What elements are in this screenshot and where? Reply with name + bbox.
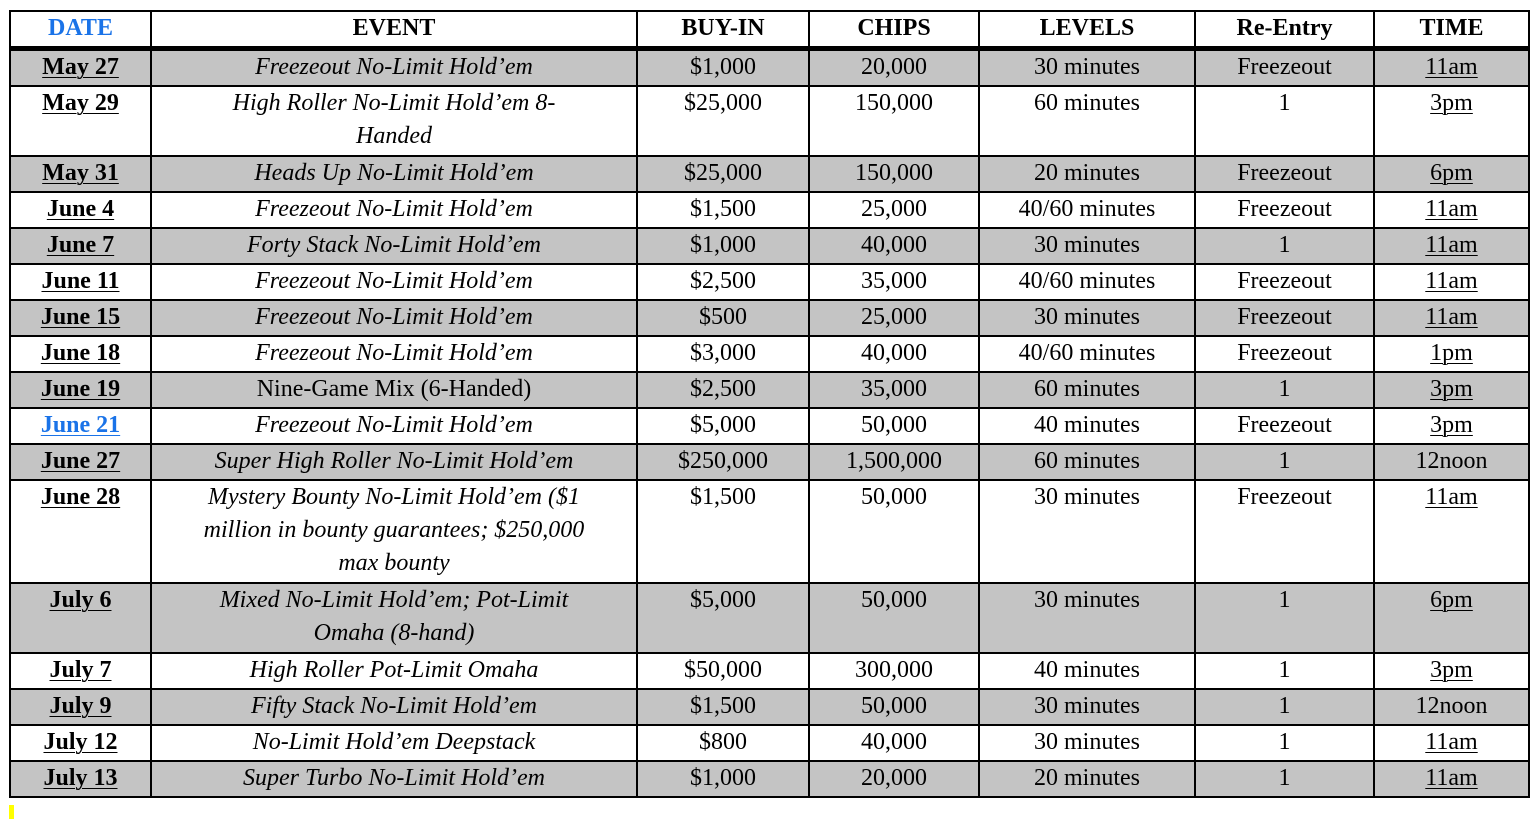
buyin-cell: $1,500 (637, 192, 809, 228)
event-cell: Heads Up No-Limit Hold’em (151, 156, 637, 192)
chips-cell: 40,000 (809, 725, 979, 761)
reentry-cell: Freezeout (1195, 408, 1374, 444)
chips-cell: 25,000 (809, 300, 979, 336)
buyin-cell: $2,500 (637, 372, 809, 408)
levels-cell: 30 minutes (979, 725, 1195, 761)
chips-cell: 35,000 (809, 264, 979, 300)
time-cell: 3pm (1374, 86, 1529, 156)
time-cell: 11am (1374, 480, 1529, 583)
levels-cell: 40 minutes (979, 653, 1195, 689)
header-row (10, 11, 1529, 49)
table-row (10, 86, 1529, 156)
table-row (10, 689, 1529, 725)
buyin-cell: $1,500 (637, 480, 809, 583)
table-row (10, 156, 1529, 192)
time-cell: 1pm (1374, 336, 1529, 372)
chips-cell: 150,000 (809, 156, 979, 192)
date-cell: May 29 (10, 86, 151, 156)
table-row (10, 228, 1529, 264)
buyin-cell: $25,000 (637, 86, 809, 156)
buyin-cell: $250,000 (637, 444, 809, 480)
levels-cell: 40 minutes (979, 408, 1195, 444)
event-cell: High Roller Pot-Limit Omaha (151, 653, 637, 689)
date-cell: June 7 (10, 228, 151, 264)
levels-cell: 40/60 minutes (979, 264, 1195, 300)
date-cell: July 9 (10, 689, 151, 725)
time-cell: 11am (1374, 761, 1529, 797)
time-cell: 11am (1374, 264, 1529, 300)
date-cell: May 27 (10, 49, 151, 87)
chips-cell: 40,000 (809, 336, 979, 372)
buyin-cell: $3,000 (637, 336, 809, 372)
text-cursor-highlight (9, 805, 14, 819)
chips-cell: 25,000 (809, 192, 979, 228)
date-cell: June 4 (10, 192, 151, 228)
reentry-cell: Freezeout (1195, 49, 1374, 87)
event-cell: High Roller No-Limit Hold’em 8-Handed (151, 86, 637, 156)
table-row (10, 480, 1529, 583)
time-cell: 3pm (1374, 372, 1529, 408)
reentry-cell: 1 (1195, 689, 1374, 725)
reentry-cell: Freezeout (1195, 192, 1374, 228)
time-cell: 3pm (1374, 408, 1529, 444)
reentry-cell: 1 (1195, 444, 1374, 480)
event-cell: Forty Stack No-Limit Hold’em (151, 228, 637, 264)
reentry-cell: 1 (1195, 86, 1374, 156)
table-row (10, 444, 1529, 480)
date-cell: July 6 (10, 583, 151, 653)
event-cell: Freezeout No-Limit Hold’em (151, 408, 637, 444)
levels-cell: 30 minutes (979, 689, 1195, 725)
chips-cell: 20,000 (809, 49, 979, 87)
reentry-cell: 1 (1195, 761, 1374, 797)
header-event: EVENT (151, 11, 637, 49)
header-levels: LEVELS (979, 11, 1195, 49)
levels-cell: 60 minutes (979, 444, 1195, 480)
date-cell: June 19 (10, 372, 151, 408)
table-row (10, 264, 1529, 300)
event-cell: Mystery Bounty No-Limit Hold’em ($1 million in bounty guarantees; $250,000 max bounty (151, 480, 637, 583)
date-cell: July 7 (10, 653, 151, 689)
date-cell: June 21 (10, 408, 151, 444)
levels-cell: 20 minutes (979, 761, 1195, 797)
date-cell: June 11 (10, 264, 151, 300)
levels-cell: 30 minutes (979, 583, 1195, 653)
buyin-cell: $5,000 (637, 408, 809, 444)
header-reentry: Re-Entry (1195, 11, 1374, 49)
time-cell: 11am (1374, 725, 1529, 761)
date-cell: June 18 (10, 336, 151, 372)
reentry-cell: Freezeout (1195, 156, 1374, 192)
time-cell: 11am (1374, 228, 1529, 264)
event-cell: Freezeout No-Limit Hold’em (151, 336, 637, 372)
levels-cell: 40/60 minutes (979, 336, 1195, 372)
reentry-cell: 1 (1195, 228, 1374, 264)
levels-cell: 30 minutes (979, 480, 1195, 583)
chips-cell: 50,000 (809, 408, 979, 444)
buyin-cell: $50,000 (637, 653, 809, 689)
buyin-cell: $25,000 (637, 156, 809, 192)
time-cell: 3pm (1374, 653, 1529, 689)
table-row (10, 336, 1529, 372)
chips-cell: 1,500,000 (809, 444, 979, 480)
buyin-cell: $1,500 (637, 689, 809, 725)
levels-cell: 30 minutes (979, 300, 1195, 336)
table-row (10, 192, 1529, 228)
levels-cell: 20 minutes (979, 156, 1195, 192)
buyin-cell: $500 (637, 300, 809, 336)
table-row (10, 725, 1529, 761)
table-row (10, 372, 1529, 408)
date-cell: June 15 (10, 300, 151, 336)
event-cell: Super Turbo No-Limit Hold’em (151, 761, 637, 797)
reentry-cell: Freezeout (1195, 336, 1374, 372)
table-row (10, 300, 1529, 336)
buyin-cell: $2,500 (637, 264, 809, 300)
levels-cell: 60 minutes (979, 372, 1195, 408)
levels-cell: 60 minutes (979, 86, 1195, 156)
table-row (10, 653, 1529, 689)
time-cell: 11am (1374, 49, 1529, 87)
chips-cell: 40,000 (809, 228, 979, 264)
date-cell: June 28 (10, 480, 151, 583)
reentry-cell: Freezeout (1195, 480, 1374, 583)
levels-cell: 40/60 minutes (979, 192, 1195, 228)
levels-cell: 30 minutes (979, 49, 1195, 87)
chips-cell: 35,000 (809, 372, 979, 408)
chips-cell: 50,000 (809, 480, 979, 583)
chips-cell: 20,000 (809, 761, 979, 797)
tournament-schedule-table (9, 10, 1530, 798)
reentry-cell: Freezeout (1195, 264, 1374, 300)
event-cell: Freezeout No-Limit Hold’em (151, 300, 637, 336)
event-cell: Freezeout No-Limit Hold’em (151, 192, 637, 228)
buyin-cell: $800 (637, 725, 809, 761)
reentry-cell: 1 (1195, 725, 1374, 761)
buyin-cell: $1,000 (637, 761, 809, 797)
event-cell: Freezeout No-Limit Hold’em (151, 264, 637, 300)
reentry-cell: Freezeout (1195, 300, 1374, 336)
header-buyin: BUY-IN (637, 11, 809, 49)
table-row (10, 49, 1529, 87)
date-cell: June 27 (10, 444, 151, 480)
reentry-cell: 1 (1195, 372, 1374, 408)
event-cell: No-Limit Hold’em Deepstack (151, 725, 637, 761)
reentry-cell: 1 (1195, 583, 1374, 653)
header-time: TIME (1374, 11, 1529, 49)
time-cell: 11am (1374, 300, 1529, 336)
chips-cell: 50,000 (809, 689, 979, 725)
header-date: DATE (10, 11, 151, 49)
buyin-cell: $5,000 (637, 583, 809, 653)
table-row (10, 761, 1529, 797)
date-cell: July 12 (10, 725, 151, 761)
chips-cell: 50,000 (809, 583, 979, 653)
date-cell: July 13 (10, 761, 151, 797)
buyin-cell: $1,000 (637, 228, 809, 264)
time-cell: 12noon (1374, 689, 1529, 725)
event-cell: Mixed No-Limit Hold’em; Pot-Limit Omaha (8-hand) (151, 583, 637, 653)
buyin-cell: $1,000 (637, 49, 809, 87)
time-cell: 11am (1374, 192, 1529, 228)
event-cell: Nine-Game Mix (6-Handed) (151, 372, 637, 408)
date-cell: May 31 (10, 156, 151, 192)
time-cell: 6pm (1374, 583, 1529, 653)
time-cell: 6pm (1374, 156, 1529, 192)
header-chips: CHIPS (809, 11, 979, 49)
chips-cell: 300,000 (809, 653, 979, 689)
chips-cell: 150,000 (809, 86, 979, 156)
levels-cell: 30 minutes (979, 228, 1195, 264)
time-cell: 12noon (1374, 444, 1529, 480)
table-row (10, 583, 1529, 653)
reentry-cell: 1 (1195, 653, 1374, 689)
event-cell: Fifty Stack No-Limit Hold’em (151, 689, 637, 725)
event-cell: Freezeout No-Limit Hold’em (151, 49, 637, 87)
event-cell: Super High Roller No-Limit Hold’em (151, 444, 637, 480)
table-row (10, 408, 1529, 444)
